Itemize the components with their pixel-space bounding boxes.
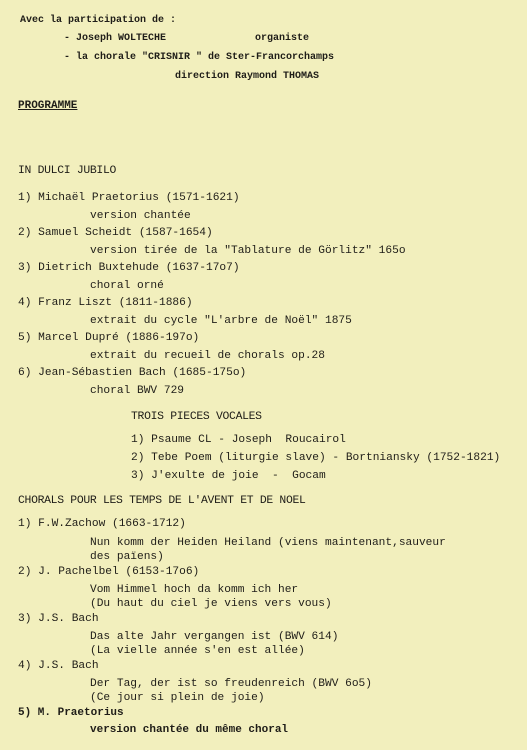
list-item-detail: version chantée du même choral bbox=[90, 724, 289, 736]
list-item-detail: Der Tag, der ist so freudenreich (BWV 6o5) bbox=[90, 678, 372, 690]
list-item-detail: (La vielle année s'en est allée) bbox=[90, 645, 305, 657]
list-item-detail: extrait du recueil de chorals op.28 bbox=[90, 350, 325, 362]
intro-text: Avec la participation de : bbox=[20, 15, 177, 26]
list-item-detail: (Ce jour si plein de joie) bbox=[90, 692, 265, 704]
list-item-detail: version tirée de la "Tablature de Görlitz" 165o bbox=[90, 245, 406, 257]
list-item-composer: 1) Michaël Praetorius (1571-1621) bbox=[18, 192, 240, 204]
list-item-detail: version chantée bbox=[90, 210, 191, 222]
list-item-composer: 4) J.S. Bach bbox=[18, 660, 99, 672]
list-item-composer: 2) J. Pachelbel (6153-17o6) bbox=[18, 566, 200, 578]
list-item-composer: 1) F.W.Zachow (1663-1712) bbox=[18, 518, 186, 530]
list-item-composer: 3) J.S. Bach bbox=[18, 613, 99, 625]
section-title-in-dulci-jubilo: IN DULCI JUBILO bbox=[18, 165, 117, 177]
programme-title: PROGRAMME bbox=[18, 100, 78, 112]
list-item-detail: Nun komm der Heiden Heiland (viens maintenant,sauveur bbox=[90, 537, 446, 549]
list-item-detail: extrait du cycle "L'arbre de Noël" 1875 bbox=[90, 315, 352, 327]
section-title-trois-pieces-vocales: TROIS PIECES VOCALES bbox=[131, 411, 262, 423]
section-title-chorals-avent-noel: CHORALS POUR LES TEMPS DE L'AVENT ET DE NOEL bbox=[18, 495, 306, 507]
direction-text: direction Raymond THOMAS bbox=[175, 71, 320, 82]
list-item-composer: 5) Marcel Dupré (1886-197o) bbox=[18, 332, 200, 344]
list-item-vocal-piece: 1) Psaume CL - Joseph Roucairol bbox=[131, 434, 346, 446]
list-item-detail: Vom Himmel hoch da komm ich her bbox=[90, 584, 299, 596]
performer-name-organist: - Joseph WOLTECHE bbox=[64, 33, 167, 44]
list-item-detail: choral orné bbox=[90, 280, 164, 292]
list-item-vocal-piece: 3) J'exulte de joie - Gocam bbox=[131, 470, 326, 482]
list-item-detail: (Du haut du ciel je viens vers vous) bbox=[90, 598, 332, 610]
list-item-composer: 5) M. Praetorius bbox=[18, 707, 124, 719]
list-item-composer: 2) Samuel Scheidt (1587-1654) bbox=[18, 227, 213, 239]
list-item-composer: 4) Franz Liszt (1811-1886) bbox=[18, 297, 193, 309]
list-item-vocal-piece: 2) Tebe Poem (liturgie slave) - Bortniansky (1752-1821) bbox=[131, 452, 501, 464]
list-item-detail: des païens) bbox=[90, 551, 164, 563]
performer-role-organist: organiste bbox=[255, 33, 310, 44]
list-item-composer: 6) Jean-Sébastien Bach (1685-175o) bbox=[18, 367, 247, 379]
performer-name-choir: - la chorale "CRISNIR " de Ster-Francorchamps bbox=[64, 52, 335, 63]
list-item-detail: Das alte Jahr vergangen ist (BWV 614) bbox=[90, 631, 339, 643]
list-item-composer: 3) Dietrich Buxtehude (1637-17o7) bbox=[18, 262, 240, 274]
list-item-detail: choral BWV 729 bbox=[90, 385, 184, 397]
